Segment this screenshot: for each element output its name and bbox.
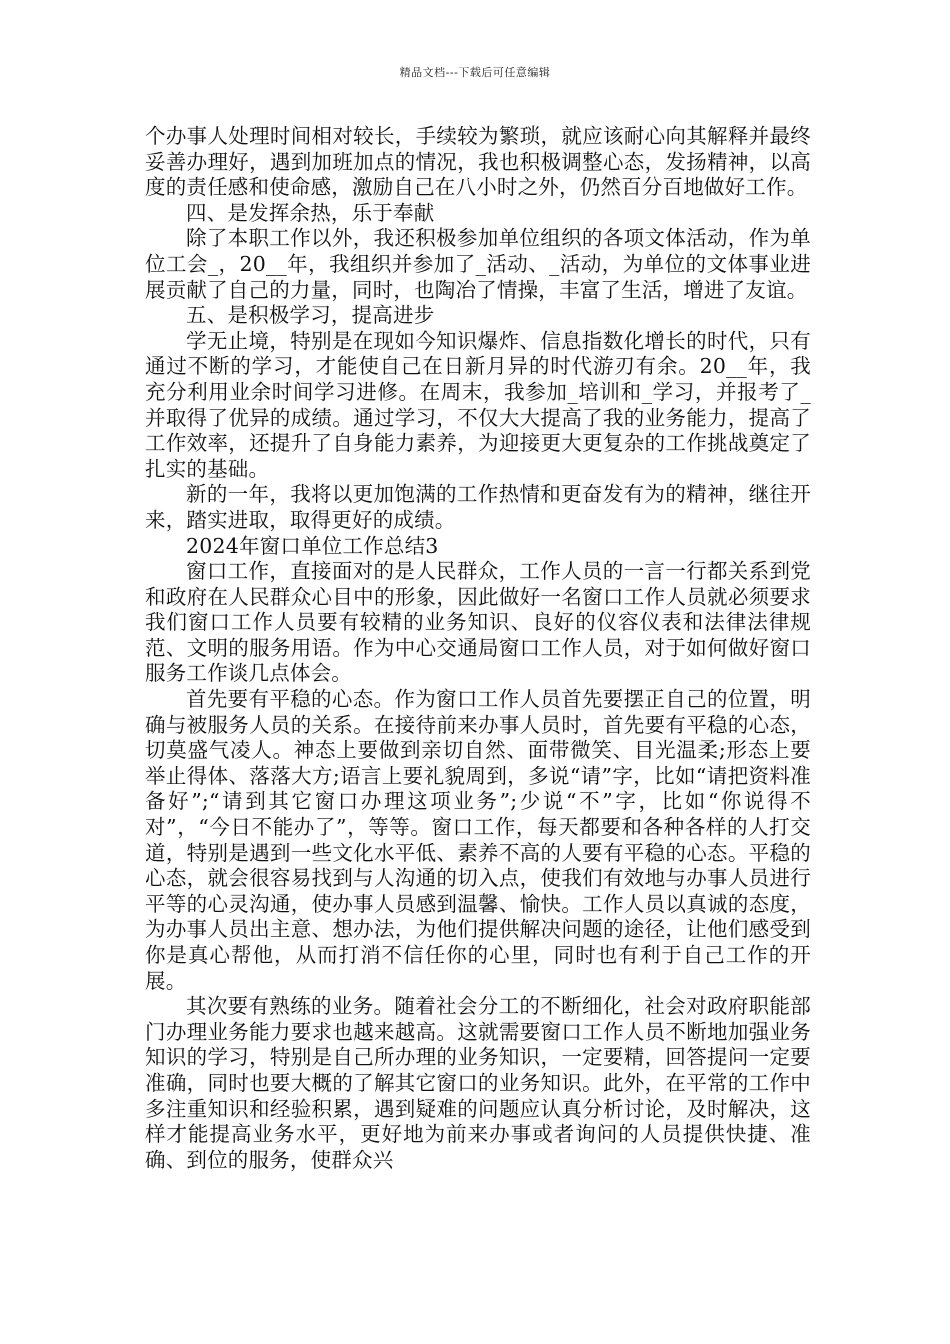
paragraph: 首先要有平稳的心态。作为窗口工作人员首先要摆正自己的位置，明确与被服务人员的关系。在接待前来办事人员时，首先要有平稳的心态，切莫盛气凌人。神态上要做到亲切自然、面带微笑、目光温柔;形态上要举止得体、落落大方;语言上要礼貌周到，多说“请”字，比如“请把资料准备好”;“请到其它窗口办理这项业务”;少说“不”字，比如“你说得不对”，“今日不能办了”，等等。窗口工作，每天都要和各种各样的人打交道，特别是遇到一些文化水平低、素养不高的人要有平稳的心态。平稳的心态，就会很容易找到与人沟通的切入点，使我们有效地与办事人员进行平等的心灵沟通，使办事人员感到温馨、愉快。工作人员以真诚的态度，为办事人员出主意、想办法，为他们提供解决问题的途径，让他们感受到你是真心帮他，从而打消不信任你的心里，同时也有利于自己工作的开展。	[145, 687, 811, 993]
paragraph: 除了本职工作以外，我还积极参加单位组织的各项文体活动，作为单位工会_，20__年，我组织并参加了_活动、_活动，为单位的文体事业进展贡献了自己的力量，同时，也陶冶了情操，丰富了生活，增进了友谊。	[145, 226, 811, 302]
document-title-3: 2024年窗口单位工作总结3	[186, 533, 439, 558]
section-heading-5: 五、是积极学习，提高进步	[186, 303, 435, 328]
paragraph: 新的一年，我将以更加饱满的工作热情和更奋发有为的精神，继往开来，踏实进取，取得更好的成绩。	[145, 482, 811, 532]
paragraph: 学无止境，特别是在现如今知识爆炸、信息指数化增长的时代，只有通过不断的学习，才能使自己在日新月异的时代游刃有余。20__年，我充分利用业余时间学习进修。在周末，我参加_培训和_学习，并报考了_并取得了优异的成绩。通过学习，不仅大大提高了我的业务能力，提高了工作效率，还提升了自身能力素养，为迎接更大更复杂的工作挑战奠定了扎实的基础。	[145, 328, 811, 481]
paragraph-continuation: 个办事人处理时间相对较长，手续较为繁琐，就应该耐心向其解释并最终妥善办理好，遇到加班加点的情况，我也积极调整心态，发扬精神，以高度的责任感和使命感，激励自己在八小时之外，仍然百分百地做好工作。	[145, 124, 811, 200]
paragraph: 其次要有熟练的业务。随着社会分工的不断细化，社会对政府职能部门办理业务能力要求也越来越高。这就需要窗口工作人员不断地加强业务知识的学习，特别是自己所办理的业务知识，一定要精，回答提问一定要准确，同时也要大概的了解其它窗口的业务知识。此外，在平常的工作中多注重知识和经验积累，遇到疑难的问题应认真分析讨论，及时解决，这样才能提高业务水平，更好地为前来办事或者询问的人员提供快捷、准确、到位的服务，使群众兴	[145, 994, 811, 1172]
page-header: 精品文档---下载后可任意编辑	[399, 66, 551, 79]
document-body	[145, 124, 811, 1173]
paragraph: 窗口工作，直接面对的是人民群众，工作人员的一言一行都关系到党和政府在人民群众心目中的形象，因此做好一名窗口工作人员就必须要求我们窗口工作人员要有较精的业务知识、良好的仪容仪表和法律法律规范、文明的服务用语。作为中心交通局窗口工作人员，对于如何做好窗口服务工作谈几点体会。	[145, 559, 811, 686]
section-heading-4: 四、是发挥余热，乐于奉献	[186, 200, 435, 225]
